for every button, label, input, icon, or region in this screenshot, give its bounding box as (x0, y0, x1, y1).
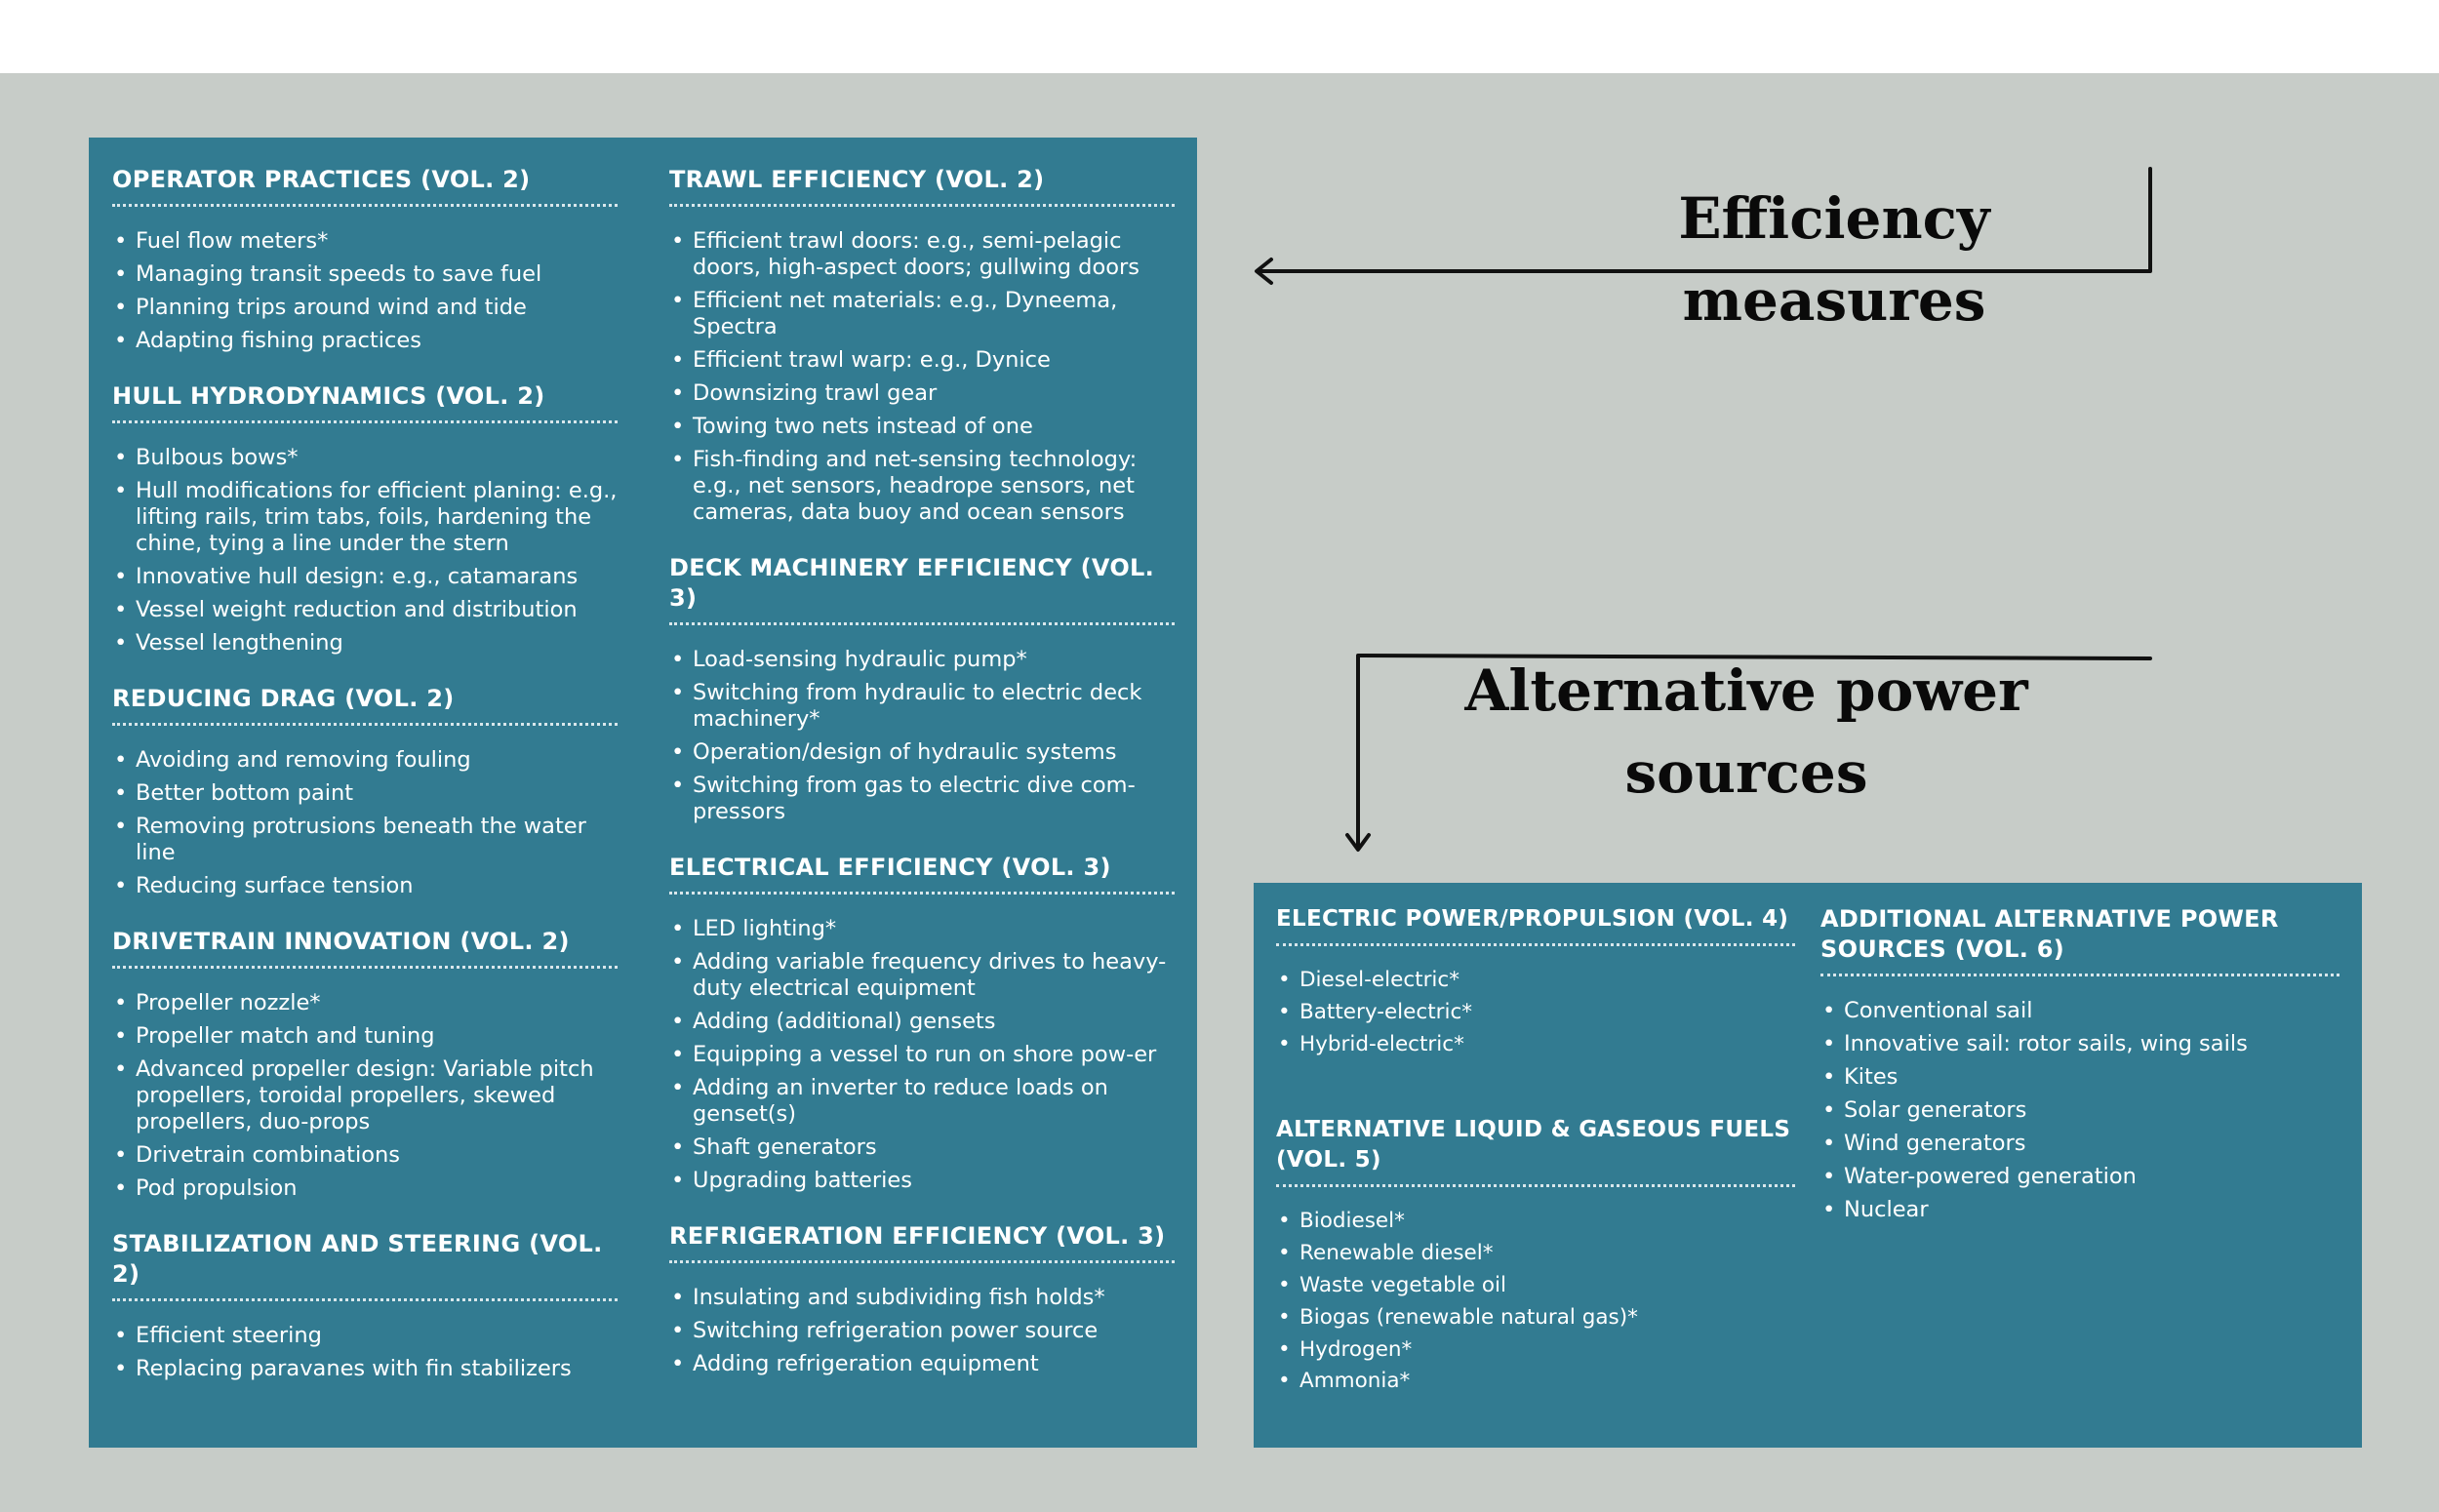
list-item: • Towing two nets instead of one (669, 414, 1175, 440)
list-item: • Switching from hydraulic to electric deck machinery* (669, 680, 1175, 733)
section-heading: REDUCING DRAG (VOL. 2) (112, 684, 618, 726)
list-item: • Solar generators (1820, 1097, 2339, 1124)
section-reducing-drag-vol-2 (112, 684, 618, 899)
bullet-list (669, 895, 1175, 1194)
list-item: • Efficient trawl warp: e.g., Dynice (669, 347, 1175, 374)
bullet-list (1820, 976, 2339, 1223)
bullet-list (669, 207, 1175, 526)
list-item: • Ammonia* (1276, 1369, 1795, 1394)
list-item: • Replacing paravanes with fin stabilizers (112, 1356, 618, 1382)
list-item: • Hydrogen* (1276, 1337, 1795, 1363)
list-item: • Vessel weight reduction and distribution (112, 597, 618, 623)
list-item: • Load-sensing hydraulic pump* (669, 647, 1175, 673)
efficiency-title-line2: measures (1682, 267, 1986, 334)
list-item: • Adding refrigeration equipment (669, 1351, 1175, 1377)
bullet-list (1276, 946, 1795, 1056)
section-stabilization-and-steering-vol-2 (112, 1229, 618, 1382)
list-item: • Innovative sail: rotor sails, wing sails (1820, 1031, 2339, 1057)
list-item: • Battery-electric* (1276, 1000, 1795, 1025)
list-item: • Advanced propeller design: Variable pitch propellers, toroidal propellers, skewed propellers, duo-props (112, 1056, 618, 1135)
list-item: • Fish-finding and net-sensing technology: e.g., net sensors, headrope sensors, net cameras, data buoy and ocean sensors (669, 447, 1175, 526)
list-item: • Fuel flow meters* (112, 228, 618, 255)
list-item: • Equipping a vessel to run on shore pow-er (669, 1042, 1175, 1068)
list-item: • Hull modifications for efficient planing: e.g., lifting rails, trim tabs, foils, hardening the chine, tying a line under the stern (112, 478, 618, 557)
section-heading: REFRIGERATION EFFICIENCY (VOL. 3) (669, 1221, 1175, 1263)
list-item: • Bulbous bows* (112, 445, 618, 471)
section-heading: HULL HYDRODYNAMICS (VOL. 2) (112, 381, 618, 423)
list-item: • Propeller nozzle* (112, 990, 618, 1016)
alternative-title-line1: Alternative power (1464, 657, 2028, 724)
section-refrigeration-efficiency-vol-3 (669, 1221, 1175, 1377)
list-item: • Adding (additional) gensets (669, 1009, 1175, 1035)
list-item: • Hybrid-electric* (1276, 1032, 1795, 1057)
section-operator-practices-vol-2 (112, 165, 618, 354)
section-heading: ADDITIONAL ALTERNATIVE POWER SOURCES (VOL. 6) (1820, 904, 2339, 976)
list-item: • Efficient trawl doors: e.g., semi-pelagic doors, high-aspect doors; gullwing doors (669, 228, 1175, 281)
list-item: • Drivetrain combinations (112, 1142, 618, 1169)
bullet-list (112, 207, 618, 354)
section-deck-machinery-efficiency-vol-3 (669, 553, 1175, 825)
list-item: • Nuclear (1820, 1197, 2339, 1223)
section-trawl-efficiency-vol-2 (669, 165, 1175, 526)
bullet-list (1276, 1187, 1795, 1394)
list-item: • Adding variable frequency drives to heavy-duty electrical equipment (669, 949, 1175, 1002)
bullet-list (112, 726, 618, 899)
list-item: • Waste vegetable oil (1276, 1273, 1795, 1298)
section-hull-hydrodynamics-vol-2 (112, 381, 618, 657)
efficiency-right-column (669, 165, 1175, 1405)
list-item: • Avoiding and removing fouling (112, 747, 618, 774)
section-heading: ALTERNATIVE LIQUID & GASEOUS FUELS (VOL. 5) (1276, 1115, 1795, 1187)
section-heading: DECK MACHINERY EFFICIENCY (VOL. 3) (669, 553, 1175, 625)
list-item: • Biodiesel* (1276, 1209, 1795, 1234)
alternative-left-column (1276, 904, 1795, 1421)
list-item: • Innovative hull design: e.g., catamarans (112, 564, 618, 590)
list-item: • Water-powered generation (1820, 1164, 2339, 1190)
list-item: • Adding an inverter to reduce loads on genset(s) (669, 1075, 1175, 1128)
list-item: • Insulating and subdividing fish holds* (669, 1285, 1175, 1311)
efficiency-title-line1: Efficiency (1678, 185, 1990, 252)
list-item: • Upgrading batteries (669, 1168, 1175, 1194)
list-item: • Kites (1820, 1064, 2339, 1091)
list-item: • Renewable diesel* (1276, 1241, 1795, 1266)
list-item: • Diesel-electric* (1276, 968, 1795, 993)
bullet-list (112, 423, 618, 657)
list-item: • Efficient net materials: e.g., Dyneema, Spectra (669, 288, 1175, 340)
list-item: • Biogas (renewable natural gas)* (1276, 1305, 1795, 1331)
list-item: • Switching from gas to electric dive com-pressors (669, 773, 1175, 825)
efficiency-left-column (112, 165, 618, 1410)
list-item: • Switching refrigeration power source (669, 1318, 1175, 1344)
section-alternative-liquid-gaseous-fuels-vol-5 (1276, 1115, 1795, 1394)
list-item: • Conventional sail (1820, 998, 2339, 1024)
list-item: • Wind generators (1820, 1131, 2339, 1157)
list-item: • Efficient steering (112, 1323, 618, 1349)
list-item: • Pod propulsion (112, 1175, 618, 1202)
list-item: • Operation/design of hydraulic systems (669, 739, 1175, 766)
list-item: • Adapting fishing practices (112, 328, 618, 354)
alternative-power-panel (1254, 883, 2362, 1448)
section-heading: ELECTRIC POWER/PROPULSION (VOL. 4) (1276, 904, 1795, 946)
section-heading: TRAWL EFFICIENCY (VOL. 2) (669, 165, 1175, 207)
bullet-list (669, 625, 1175, 825)
list-item: • Better bottom paint (112, 780, 618, 807)
list-item: • Vessel lengthening (112, 630, 618, 657)
efficiency-measures-title (1600, 178, 2068, 341)
bullet-list (669, 1263, 1175, 1377)
section-additional-alternative-power-sources-vol-6 (1820, 904, 2339, 1223)
section-electric-power-propulsion-vol-4 (1276, 904, 1795, 1056)
alternative-right-column (1820, 904, 2339, 1251)
alternative-title-line2: sources (1624, 739, 1868, 806)
bullet-list (112, 969, 618, 1202)
section-heading: STABILIZATION AND STEERING (VOL. 2) (112, 1229, 618, 1301)
section-heading: ELECTRICAL EFFICIENCY (VOL. 3) (669, 853, 1175, 895)
section-electrical-efficiency-vol-3 (669, 853, 1175, 1194)
section-heading: OPERATOR PRACTICES (VOL. 2) (112, 165, 618, 207)
list-item: • Propeller match and tuning (112, 1023, 618, 1050)
list-item: • Reducing surface tension (112, 873, 618, 899)
efficiency-measures-panel (89, 138, 1197, 1448)
alternative-power-title (1424, 650, 2068, 814)
bullet-list (112, 1301, 618, 1382)
list-item: • LED lighting* (669, 916, 1175, 942)
section-heading: DRIVETRAIN INNOVATION (VOL. 2) (112, 927, 618, 969)
list-item: • Shaft generators (669, 1134, 1175, 1161)
list-item: • Planning trips around wind and tide (112, 295, 618, 321)
section-drivetrain-innovation-vol-2 (112, 927, 618, 1202)
list-item: • Downsizing trawl gear (669, 380, 1175, 407)
list-item: • Managing transit speeds to save fuel (112, 261, 618, 288)
list-item: • Removing protrusions beneath the water line (112, 814, 618, 866)
